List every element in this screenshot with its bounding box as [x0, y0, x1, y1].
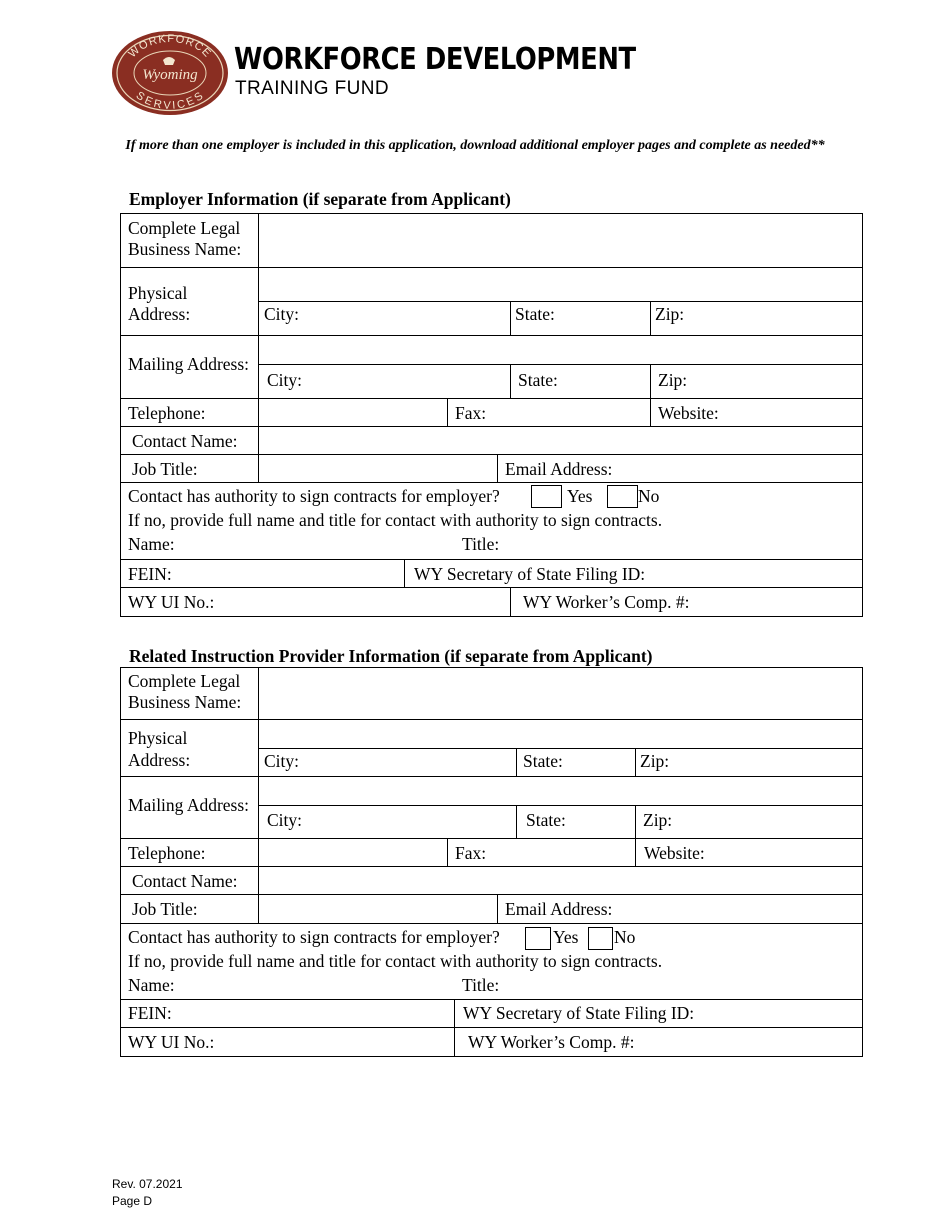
state-label: State:	[526, 810, 566, 830]
authority-yes-label: Yes	[567, 486, 593, 506]
contact-name-field[interactable]	[258, 426, 863, 455]
mailing-address-field[interactable]	[258, 335, 863, 365]
email-label: Email Address:	[505, 459, 613, 479]
brand-subtitle: TRAINING FUND	[235, 78, 390, 99]
mailing-address-field[interactable]	[258, 776, 863, 806]
legal-name-label-1: Complete Legal	[128, 218, 241, 238]
telephone-field[interactable]	[258, 398, 448, 427]
authority-cell	[120, 923, 863, 1000]
city-label: City:	[264, 304, 300, 324]
contact-name-label: Contact Name:	[132, 871, 238, 891]
physical-city-field[interactable]	[258, 301, 511, 336]
telephone-label-cell	[120, 838, 259, 867]
employer-form	[120, 213, 863, 617]
mailing-state-field[interactable]	[510, 364, 651, 399]
workers-comp-field[interactable]	[454, 1027, 863, 1057]
city-label: City:	[267, 370, 303, 390]
legal-name-field[interactable]	[258, 213, 863, 268]
workers-comp-field[interactable]	[510, 587, 863, 617]
zip-label: Zip:	[640, 751, 670, 771]
legal-name-field[interactable]	[258, 667, 863, 720]
revision-label: Rev. 07.2021	[112, 1177, 183, 1191]
mailing-state-field[interactable]	[516, 805, 636, 839]
logo-top-text: WORKFORCE	[126, 32, 214, 61]
footer	[112, 1176, 183, 1210]
physical-zip-field[interactable]	[650, 301, 863, 336]
contact-name-label-cell	[120, 866, 259, 895]
job-title-label: Job Title:	[132, 899, 198, 919]
authority-yes-checkbox[interactable]	[525, 927, 551, 950]
sos-filing-id-field[interactable]	[454, 999, 863, 1028]
provider-section-title: Related Instruction Provider Information (if separate from Applicant)	[129, 646, 653, 666]
physical-state-field[interactable]	[516, 748, 636, 777]
physical-address-field[interactable]	[258, 267, 863, 302]
authority-question: Contact has authority to sign contracts for employer?	[128, 927, 500, 947]
email-field[interactable]	[497, 894, 863, 924]
physical-address-label-1: Physical	[128, 283, 188, 303]
sos-filing-id-label: WY Secretary of State Filing ID:	[463, 1003, 695, 1023]
fax-field[interactable]	[447, 398, 651, 427]
state-label: State:	[518, 370, 558, 390]
provider-form	[120, 667, 863, 1057]
physical-address-field[interactable]	[258, 719, 863, 749]
legal-name-label-cell	[120, 213, 259, 268]
email-field[interactable]	[497, 454, 863, 483]
physical-address-label-2: Address:	[128, 750, 191, 770]
fein-field[interactable]	[120, 559, 405, 588]
mailing-city-field[interactable]	[258, 805, 517, 839]
telephone-label: Telephone:	[128, 403, 206, 423]
authority-no-label: No	[614, 927, 636, 947]
authority-instructions: If no, provide full name and title for contact with authority to sign contracts.	[128, 951, 663, 971]
zip-label: Zip:	[655, 304, 685, 324]
authority-no-label: No	[638, 486, 660, 506]
fein-label: FEIN:	[128, 1003, 172, 1023]
mailing-zip-field[interactable]	[650, 364, 863, 399]
physical-address-label-1: Physical	[128, 728, 188, 748]
authority-cell	[120, 482, 863, 560]
telephone-label-cell	[120, 398, 259, 427]
city-label: City:	[264, 751, 300, 771]
authority-yes-checkbox[interactable]	[531, 485, 562, 508]
contact-name-field[interactable]	[258, 866, 863, 895]
wy-ui-number-field[interactable]	[120, 1027, 455, 1057]
workers-comp-label: WY Worker’s Comp. #:	[523, 592, 690, 612]
job-title-field[interactable]	[258, 894, 498, 924]
authority-no-checkbox[interactable]	[588, 927, 613, 950]
job-title-label-cell	[120, 894, 259, 924]
job-title-label: Job Title:	[132, 459, 198, 479]
employer-section-title: Employer Information (if separate from Applicant)	[129, 189, 511, 209]
email-label: Email Address:	[505, 899, 613, 919]
sos-filing-id-label: WY Secretary of State Filing ID:	[414, 564, 646, 584]
authority-instructions: If no, provide full name and title for contact with authority to sign contracts.	[128, 510, 663, 530]
authority-no-checkbox[interactable]	[607, 485, 638, 508]
telephone-label: Telephone:	[128, 843, 206, 863]
zip-label: Zip:	[643, 810, 673, 830]
physical-address-label-cell	[120, 719, 259, 777]
wy-ui-number-field[interactable]	[120, 587, 511, 617]
wy-ui-number-label: WY UI No.:	[128, 592, 215, 612]
logo-bottom-text: SERVICES	[133, 89, 207, 112]
workers-comp-label: WY Worker’s Comp. #:	[468, 1032, 635, 1052]
state-label: State:	[515, 304, 555, 324]
physical-zip-field[interactable]	[635, 748, 863, 777]
authority-name-label: Name:	[128, 534, 175, 554]
mailing-address-label-cell	[120, 335, 259, 399]
fax-label: Fax:	[455, 403, 487, 423]
website-label: Website:	[644, 843, 705, 863]
state-label: State:	[523, 751, 563, 771]
legal-name-label-cell	[120, 667, 259, 720]
logo-middle-text: Wyoming	[142, 67, 198, 83]
legal-name-label-2: Business Name:	[128, 239, 242, 259]
zip-label: Zip:	[658, 370, 688, 390]
physical-address-label-2: Address:	[128, 304, 191, 324]
job-title-field[interactable]	[258, 454, 498, 483]
wyoming-workforce-services-logo	[111, 30, 229, 116]
contact-name-label-cell	[120, 426, 259, 455]
legal-name-label-1: Complete Legal	[128, 671, 241, 691]
authority-name-label: Name:	[128, 975, 175, 995]
fax-field[interactable]	[447, 838, 636, 867]
mailing-address-label: Mailing Address:	[128, 795, 250, 815]
physical-city-field[interactable]	[258, 748, 517, 777]
sos-filing-id-field[interactable]	[404, 559, 863, 588]
mailing-zip-field[interactable]	[635, 805, 863, 839]
job-title-label-cell	[120, 454, 259, 483]
telephone-field[interactable]	[258, 838, 448, 867]
mailing-city-field[interactable]	[258, 364, 511, 399]
fax-label: Fax:	[455, 843, 487, 863]
contact-name-label: Contact Name:	[132, 431, 238, 451]
website-field[interactable]	[650, 398, 863, 427]
authority-yes-label: Yes	[553, 927, 579, 947]
authority-title-label: Title:	[462, 975, 500, 995]
wy-ui-number-label: WY UI No.:	[128, 1032, 215, 1052]
website-field[interactable]	[635, 838, 863, 867]
website-label: Website:	[658, 403, 719, 423]
physical-address-label-cell	[120, 267, 259, 336]
city-label: City:	[267, 810, 303, 830]
mailing-address-label: Mailing Address:	[128, 354, 250, 374]
employer-pages-note: If more than one employer is included in this application, download additional employer pages and complete as needed**	[125, 138, 825, 153]
mailing-address-label-cell	[120, 776, 259, 839]
authority-question: Contact has authority to sign contracts for employer?	[128, 486, 500, 506]
brand-title: WORKFORCE DEVELOPMENT	[234, 42, 636, 77]
fein-field[interactable]	[120, 999, 455, 1028]
fein-label: FEIN:	[128, 564, 172, 584]
authority-title-label: Title:	[462, 534, 500, 554]
physical-state-field[interactable]	[510, 301, 651, 336]
legal-name-label-2: Business Name:	[128, 692, 242, 712]
page-label: Page D	[112, 1194, 153, 1208]
